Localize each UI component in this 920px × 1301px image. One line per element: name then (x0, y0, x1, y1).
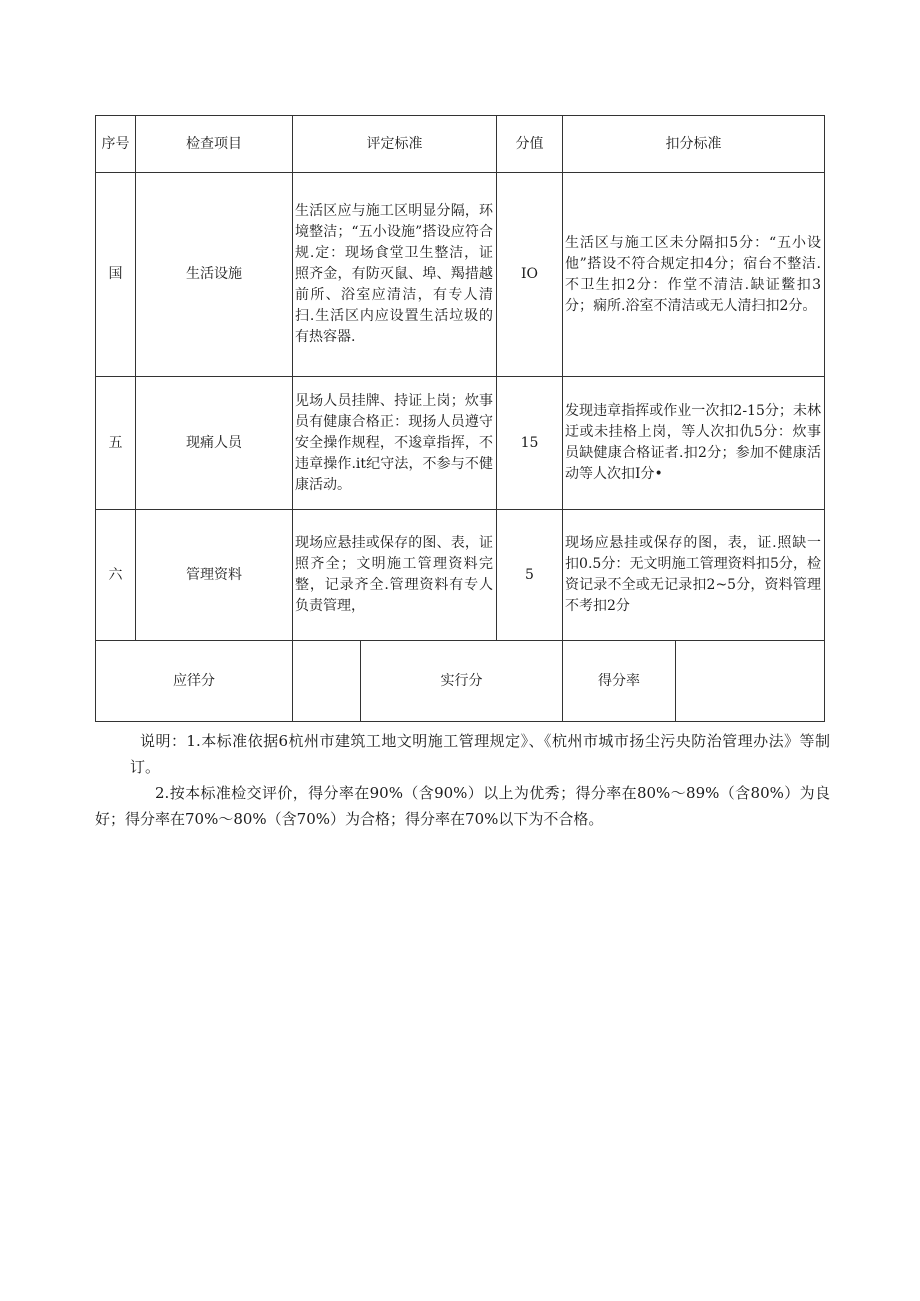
header-item: 检查项目 (136, 116, 293, 173)
inspection-table (95, 115, 825, 722)
header-deduction: 扣分标准 (563, 116, 825, 173)
note-1: 说明：1.本标准依据6杭州市建筑工地文明施工管理规定》、《杭州市城市扬尘污央防治管理办法》等制订。 (130, 732, 830, 776)
row-deduction: 生活区与施工区未分隔扣5分：“五小设他”搭设不符合规定扣4分；宿台不整洁.不卫生扣2分：作堂不清洁.缺证鳖扣3分；痫所.浴室不清洁或无人清扫扣2分。 (563, 173, 825, 377)
note-2: 2.按本标准检交评价，得分率在90%（含90%）以上为优秀；得分率在80%～89%（含80%）为良好；得分率在70%～80%（含70%）为合格；得分率在70%以下为不合格。 (95, 784, 830, 828)
row-item: 生活设施 (136, 173, 293, 377)
table-row (96, 173, 825, 377)
row-score: 15 (497, 377, 563, 510)
row-seq: 五 (96, 377, 136, 510)
row-deduction: 现场应悬挂或保存的图，表，证.照缺一扣0.5分：无文明施工管理资料扣5分，检资记录不全或无记录扣2~5分，资料管理不考扣2分 (563, 510, 825, 641)
row-score: 5 (497, 510, 563, 641)
row-item: 管理资料 (136, 510, 293, 641)
row-deduction: 发现违章指挥或作业一次扣2-15分；未林迂或未挂格上岗，等人次扣仇5分：炊事员缺健康合格证者.扣2分；参加不健康活动等人次扣I分• (563, 377, 825, 510)
header-score: 分值 (497, 116, 563, 173)
score-rate-label: 得分率 (563, 641, 676, 722)
row-score: IO (497, 173, 563, 377)
row-seq: 六 (96, 510, 136, 641)
row-criteria: 生活区应与施工区明显分隔，环境整洁；“五小设施”搭设应符合规.定：现场食堂卫生整洁，证照齐金，有防灭鼠、埠、羯措越 前所、浴室应清洁，有专人清扫.生活区内应设置生活垃圾的有热容器. (293, 173, 497, 377)
notes-section (95, 728, 830, 832)
row-criteria: 见场人员挂牌、持证上岗；炊事员有健康合格正：现扬人员遵守安全操作规程，不逡章指挥，不违章操作.it纪守法，不参与不健康活动。 (293, 377, 497, 510)
header-criteria: 评定标准 (293, 116, 497, 173)
due-score-value (293, 641, 361, 722)
header-seq: 序号 (96, 116, 136, 173)
row-item: 现痛人员 (136, 377, 293, 510)
due-score-label: 应徉分 (96, 641, 293, 722)
table-header-row (96, 116, 825, 173)
actual-score-label: 实行分 (361, 641, 563, 722)
table-row (96, 510, 825, 641)
row-seq: 国 (96, 173, 136, 377)
row-criteria: 现场应悬挂或保存的图、表，证照齐全；文明施工管理资料完整，记录齐全.管理资料有专人负责管理， (293, 510, 497, 641)
table-footer-row (96, 641, 825, 722)
table-row (96, 377, 825, 510)
score-rate-value (676, 641, 825, 722)
